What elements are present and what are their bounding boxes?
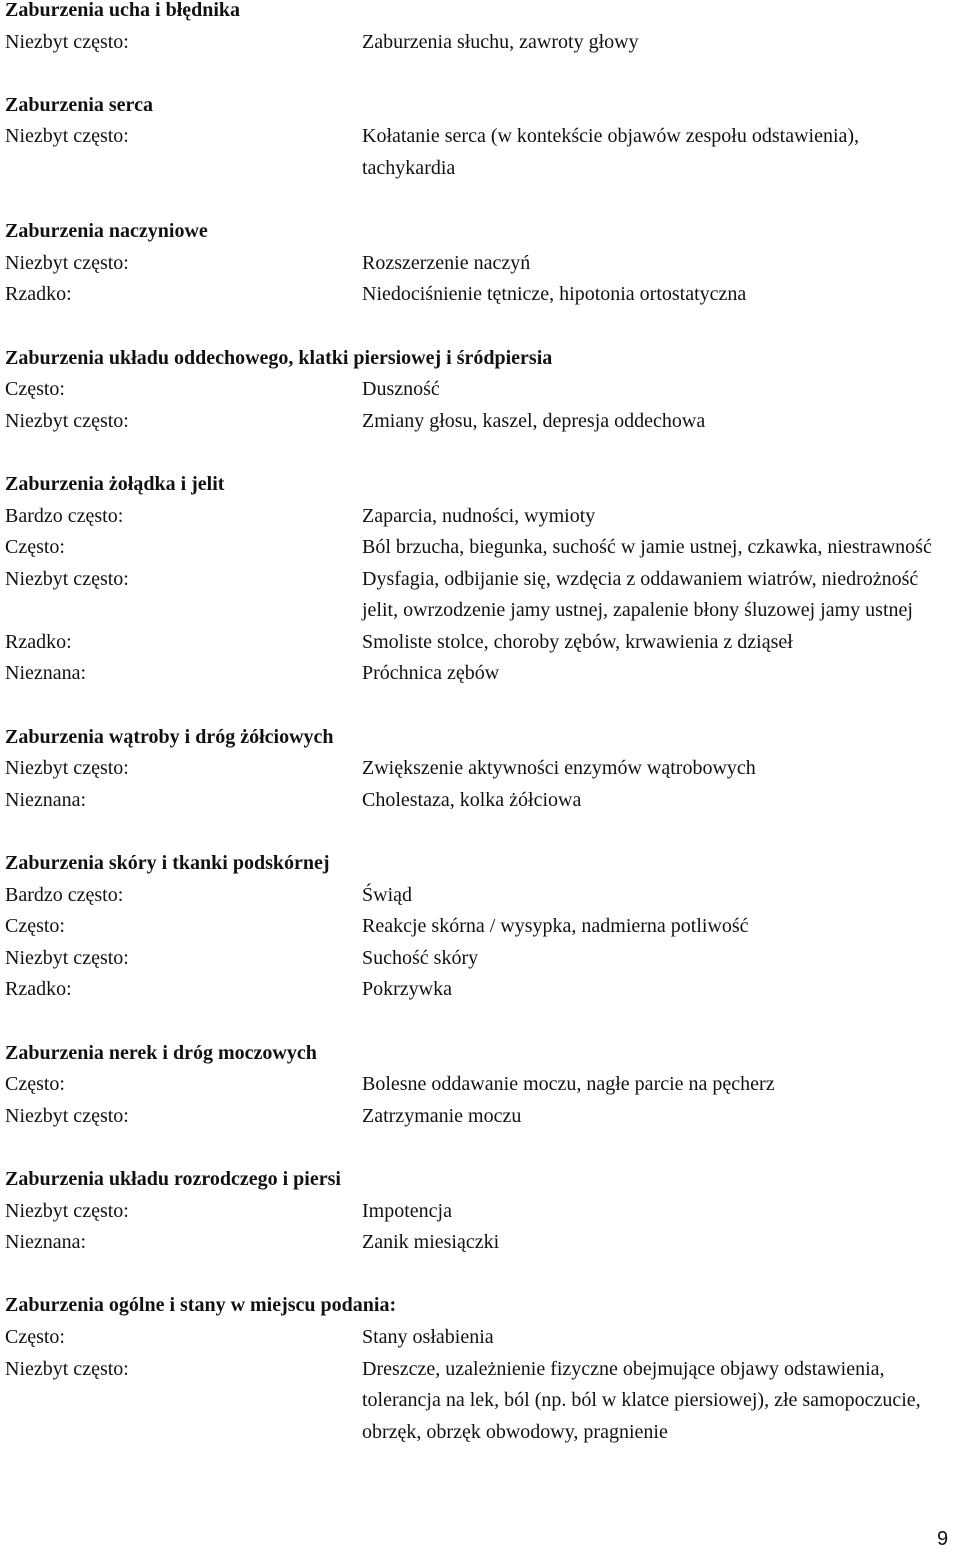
frequency-label: Często: <box>5 536 65 559</box>
effect-description: Kołatanie serca (w kontekście objawów zespołu odstawienia), tachykardia <box>362 125 860 179</box>
frequency-label: Nieznana: <box>5 662 87 685</box>
effect-description: Stany osłabienia <box>362 1325 494 1348</box>
section-title: Zaburzenia układu rozrodczego i piersi <box>5 1167 341 1190</box>
frequency-row <box>5 943 955 975</box>
effect-description: Niedociśnienie tętnicze, hipotonia ortostatyczna <box>362 283 747 306</box>
effect-description: Zwiększenie aktywności enzymów wątrobowych <box>362 757 756 780</box>
effect-description: Próchnica zębów <box>362 662 500 685</box>
frequency-row <box>5 501 955 533</box>
section-title: Zaburzenia żołądka i jelit <box>5 472 225 495</box>
effect-description: Zatrzymanie moczu <box>362 1104 522 1127</box>
frequency-row <box>5 753 955 785</box>
section-title: Zaburzenia ucha i błędnika <box>5 0 241 21</box>
section-title: Zaburzenia ogólne i stany w miejscu podania: <box>5 1294 397 1317</box>
frequency-row <box>5 532 955 564</box>
frequency-row <box>5 121 955 184</box>
effect-description: Bolesne oddawanie moczu, nagłe parcie na pęcherz <box>362 1073 775 1096</box>
frequency-label: Nieznana: <box>5 788 87 811</box>
frequency-row <box>5 279 955 311</box>
frequency-row <box>5 564 955 627</box>
adverse-effects-section <box>5 1038 955 1133</box>
frequency-label: Niezbyt często: <box>5 567 129 590</box>
frequency-label: Rzadko: <box>5 283 72 306</box>
frequency-row <box>5 1101 955 1133</box>
section-title: Zaburzenia układu oddechowego, klatki piersiowej i śródpiersia <box>5 346 553 369</box>
frequency-row <box>5 248 955 280</box>
adverse-effects-section <box>5 1290 955 1448</box>
document-body <box>5 0 955 1480</box>
effect-description: Reakcje skórna / wysypka, nadmierna potliwość <box>362 915 749 938</box>
effect-description: Cholestaza, kolka żółciowa <box>362 788 582 811</box>
effect-description: Ból brzucha, biegunka, suchość w jamie ustnej, czkawka, niestrawność <box>362 536 932 559</box>
frequency-label: Niezbyt często: <box>5 946 129 969</box>
frequency-label: Rzadko: <box>5 630 72 653</box>
effect-description: Zaburzenia słuchu, zawroty głowy <box>362 30 639 53</box>
effect-description: Smoliste stolce, choroby zębów, krwawienia z dziąseł <box>362 630 793 653</box>
adverse-effects-section <box>5 848 955 1006</box>
frequency-row <box>5 785 955 817</box>
section-title: Zaburzenia skóry i tkanki podskórnej <box>5 852 330 875</box>
frequency-label: Często: <box>5 1073 65 1096</box>
frequency-label: Niezbyt często: <box>5 30 129 53</box>
effect-description: Dreszcze, uzależnienie fizyczne obejmujące objawy odstawienia, tolerancja na lek, ból (np. ból w klatce piersiowej), złe samopoczucie, obrzęk, obrzęk obwodowy, pragnienie <box>362 1357 921 1443</box>
frequency-row <box>5 880 955 912</box>
frequency-label: Często: <box>5 1325 65 1348</box>
adverse-effects-section <box>5 469 955 690</box>
section-title: Zaburzenia naczyniowe <box>5 220 208 243</box>
frequency-label: Bardzo często: <box>5 883 124 906</box>
frequency-label: Rzadko: <box>5 978 72 1001</box>
frequency-row <box>5 627 955 659</box>
adverse-effects-section <box>5 1164 955 1259</box>
frequency-row <box>5 1196 955 1228</box>
frequency-label: Niezbyt często: <box>5 125 129 148</box>
frequency-row <box>5 1322 955 1354</box>
effect-description: Zaparcia, nudności, wymioty <box>362 504 596 527</box>
effect-description: Świąd <box>362 883 412 906</box>
frequency-label: Nieznana: <box>5 1231 87 1254</box>
frequency-row <box>5 1069 955 1101</box>
adverse-effects-section <box>5 216 955 311</box>
effect-description: Impotencja <box>362 1199 452 1222</box>
frequency-label: Bardzo często: <box>5 504 124 527</box>
frequency-row <box>5 27 955 59</box>
frequency-row <box>5 1227 955 1259</box>
effect-description: Dysfagia, odbijanie się, wzdęcia z oddawaniem wiatrów, niedrożność jelit, owrzodzenie jamy ustnej, zapalenie błony śluzowej jamy ustnej <box>362 567 919 622</box>
adverse-effects-section <box>5 722 955 817</box>
frequency-row <box>5 1354 955 1449</box>
frequency-label: Niezbyt często: <box>5 1104 129 1127</box>
effect-description: Duszność <box>362 378 440 401</box>
section-title: Zaburzenia wątroby i dróg żółciowych <box>5 725 334 748</box>
frequency-label: Niezbyt często: <box>5 757 129 780</box>
effect-description: Suchość skóry <box>362 946 479 969</box>
frequency-label: Często: <box>5 915 65 938</box>
adverse-effects-section <box>5 0 955 58</box>
frequency-label: Niezbyt często: <box>5 251 129 274</box>
effect-description: Zanik miesiączki <box>362 1231 500 1254</box>
effect-description: Zmiany głosu, kaszel, depresja oddechowa <box>362 409 706 432</box>
frequency-label: Niezbyt często: <box>5 1199 129 1222</box>
frequency-row <box>5 658 955 690</box>
page-number: 9 <box>937 1528 949 1550</box>
frequency-label: Często: <box>5 378 65 401</box>
section-title: Zaburzenia serca <box>5 93 153 116</box>
frequency-row <box>5 406 955 438</box>
adverse-effects-section <box>5 90 955 185</box>
frequency-row <box>5 374 955 406</box>
section-title: Zaburzenia nerek i dróg moczowych <box>5 1041 317 1064</box>
frequency-label: Niezbyt często: <box>5 409 129 432</box>
frequency-label: Niezbyt często: <box>5 1357 129 1380</box>
frequency-row <box>5 911 955 943</box>
adverse-effects-section <box>5 343 955 438</box>
effect-description: Rozszerzenie naczyń <box>362 251 531 274</box>
effect-description: Pokrzywka <box>362 978 452 1001</box>
frequency-row <box>5 974 955 1006</box>
